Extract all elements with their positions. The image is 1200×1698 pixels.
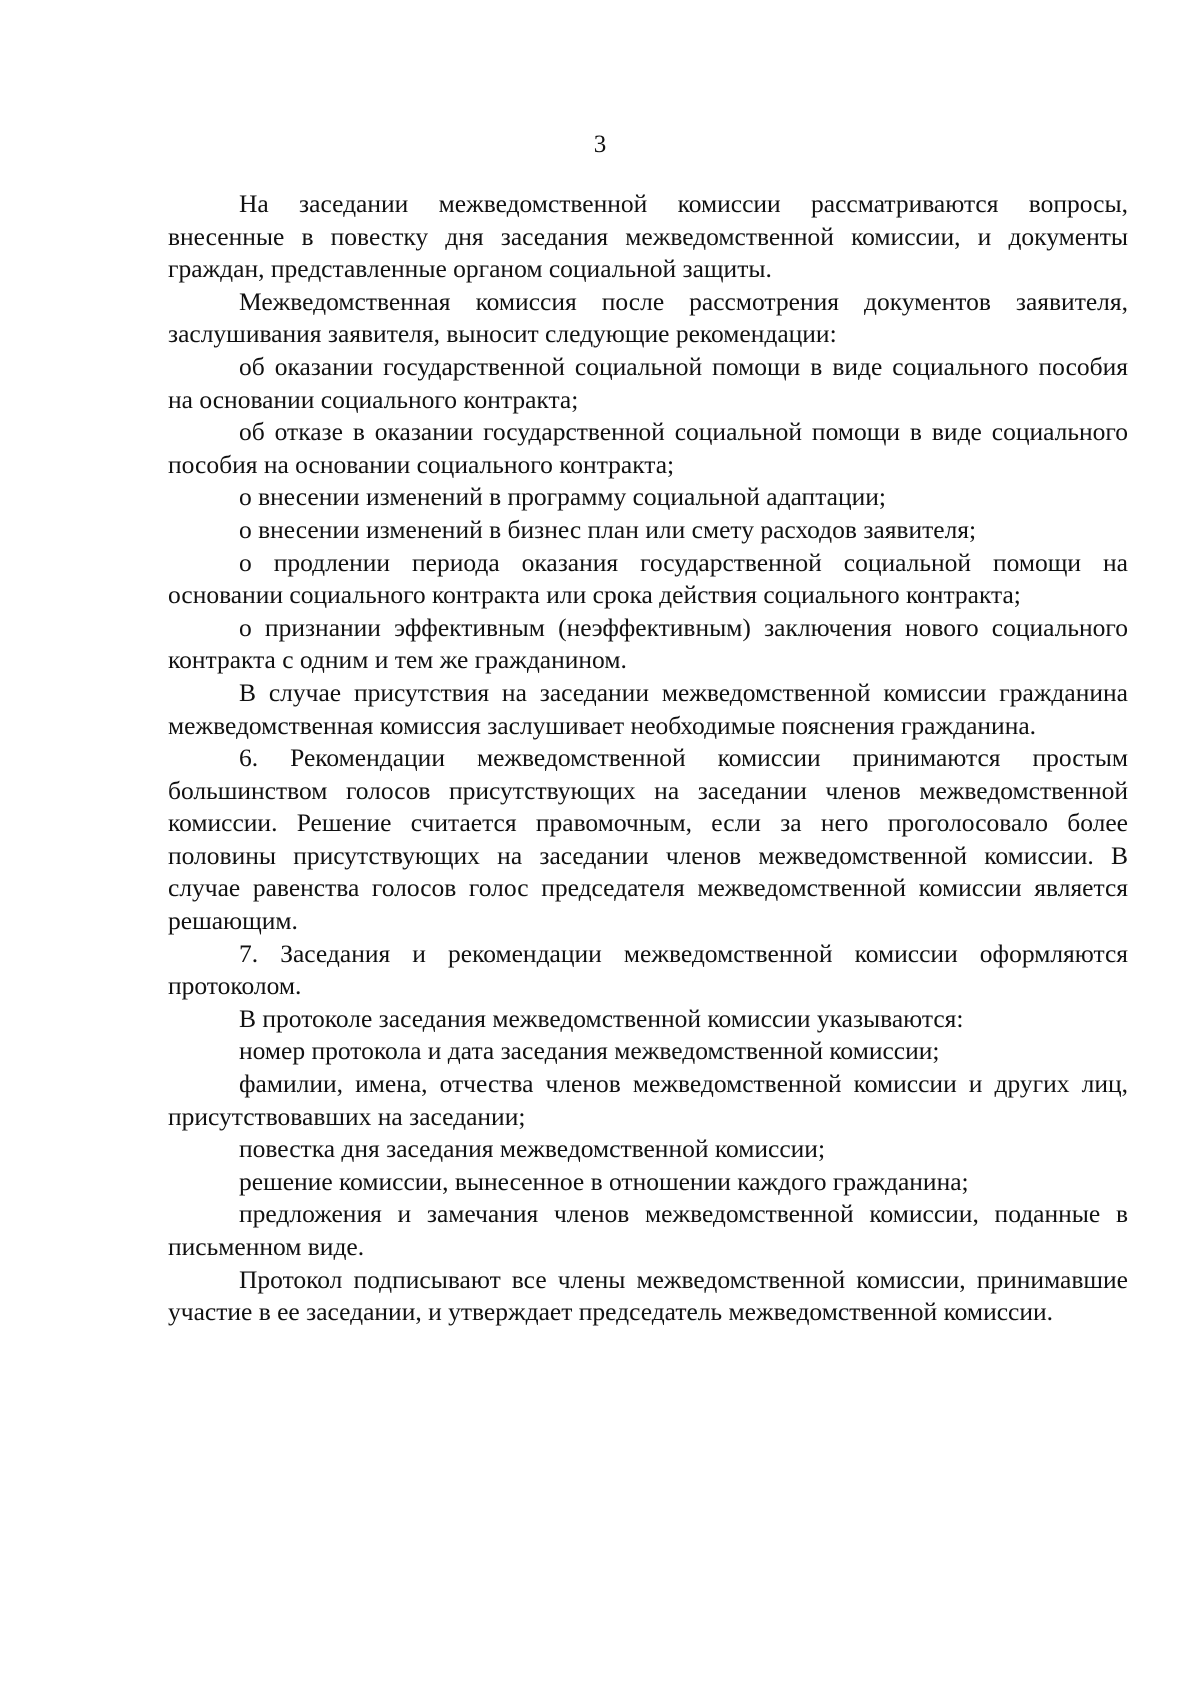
list-item: фамилии, имена, отчества членов межведомственной комиссии и других лиц, присутствовавших на заседании; bbox=[168, 1069, 1128, 1131]
paragraph: В случае присутствия на заседании межведомственной комиссии гражданина межведомственная комиссия заслушивает необходимые пояснения гражданина. bbox=[168, 677, 1128, 740]
list-item: о признании эффективным (неэффективным) заключения нового социального контракта с одним и тем же гражданином. bbox=[168, 612, 1128, 675]
list-item: предложения и замечания членов межведомственной комиссии, поданные в письменном виде. bbox=[168, 1199, 1128, 1261]
paragraph: Межведомственная комиссия после рассмотрения документов заявителя, заслушивания заявителя, выносит следующие рекомендации: bbox=[168, 286, 1128, 349]
list-item: о внесении изменений в программу социальной адаптации; bbox=[239, 482, 887, 512]
list-item: о продлении периода оказания государственной социальной помощи на основании социального контракта или срока действия социального контракта; bbox=[168, 547, 1128, 610]
paragraph: В протоколе заседания межведомственной комиссии указываются: bbox=[239, 1003, 964, 1033]
paragraph: На заседании межведомственной комиссии рассматриваются вопросы, внесенные в повестку дня заседания межведомственной комиссии, и документы граждан, представленные органом социальной защиты. bbox=[168, 189, 1128, 284]
paragraph: 7. Заседания и рекомендации межведомственной комиссии оформляются протоколом. bbox=[168, 938, 1128, 1001]
paragraph: 6. Рекомендации межведомственной комиссии принимаются простым большинством голосов присутствующих на заседании членов межведомственной комиссии. Решение считается правомочным, если за него проголосовало более половины присутствующих на заседании членов межведомственной комиссии. В случае равенства голосов голос председателя межведомственной комиссии является решающим. bbox=[168, 743, 1128, 936]
list-item: об оказании государственной социальной помощи в виде социального пособия на основании социального контракта; bbox=[168, 351, 1128, 414]
list-item: об отказе в оказании государственной социальной помощи в виде социального пособия на основании социального контракта; bbox=[168, 417, 1128, 479]
page-number: 3 bbox=[593, 131, 607, 158]
list-item: о внесении изменений в бизнес план или смету расходов заявителя; bbox=[239, 514, 977, 544]
list-item: номер протокола и дата заседания межведомственной комиссии; bbox=[239, 1036, 940, 1066]
document-body bbox=[168, 188, 1128, 1329]
list-item: повестка дня заседания межведомственной комиссии; bbox=[239, 1134, 826, 1164]
paragraph: Протокол подписывают все члены межведомственной комиссии, принимавшие участие в ее заседании, и утверждает председатель межведомственной комиссии. bbox=[168, 1264, 1128, 1327]
list-item: решение комиссии, вынесенное в отношении каждого гражданина; bbox=[239, 1166, 969, 1196]
